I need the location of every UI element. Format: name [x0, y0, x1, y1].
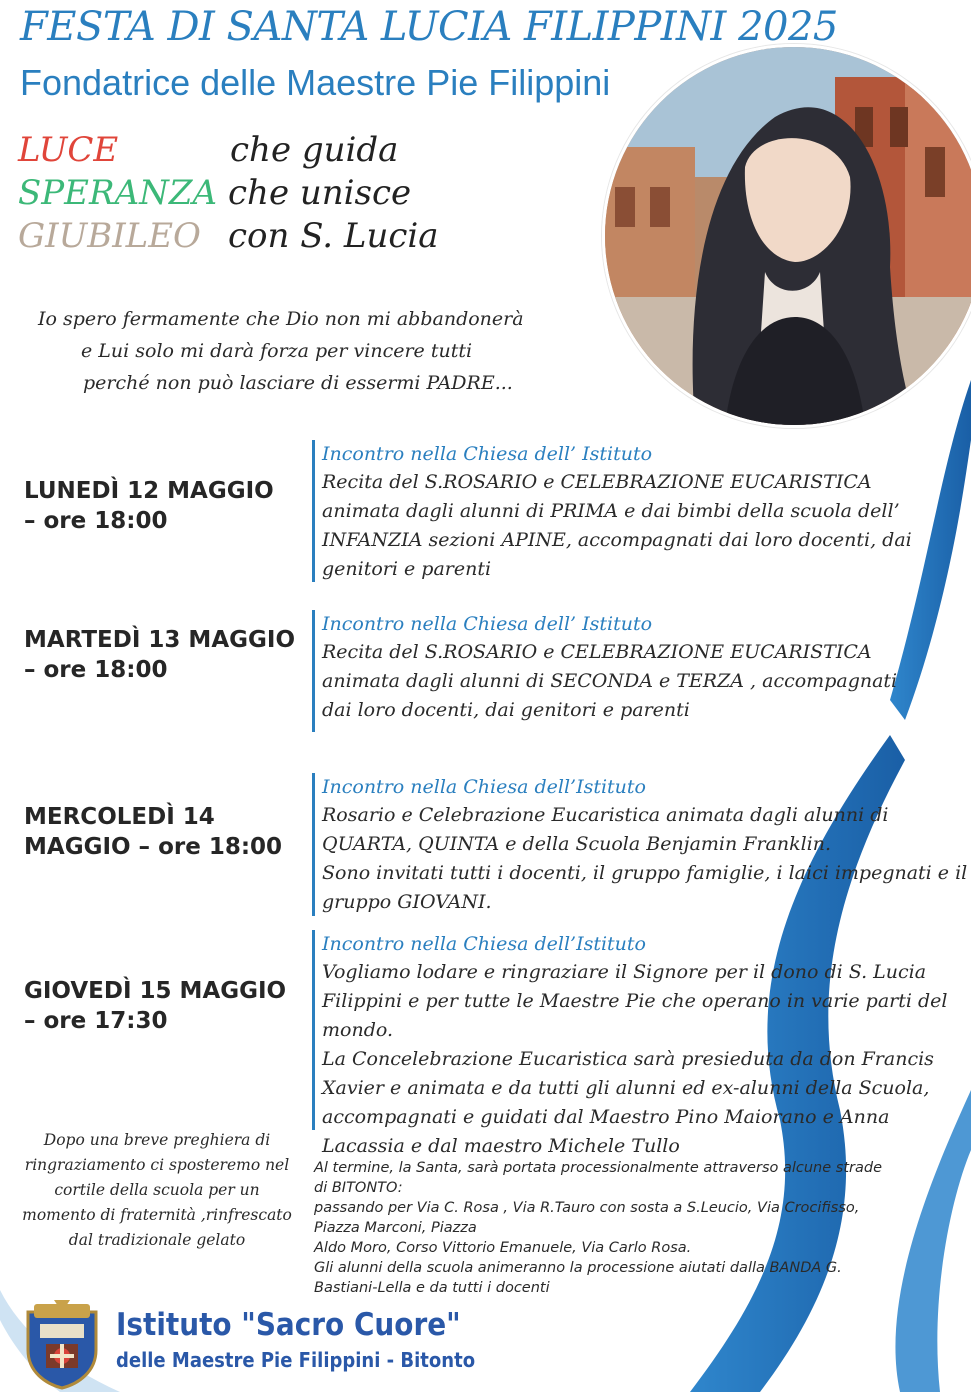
page-subtitle: Fondatrice delle Maestre Pie Filippini [20, 62, 611, 103]
institute-subtitle: delle Maestre Pie Filippini - Bitonto [116, 1348, 476, 1372]
page-title: FESTA DI SANTA LUCIA FILIPPINI 2025 [20, 4, 838, 50]
event-extra: Sono invitati tutti i docenti, il gruppo famiglie, i laici impegnati e il gruppo GIOVANI. [322, 862, 968, 913]
schedule-event-tuesday [312, 610, 912, 732]
day-time: MAGGIO – ore 18:00 [24, 834, 283, 860]
founder-quote [30, 303, 550, 399]
event-description: Recita del S.ROSARIO e CELEBRAZIONE EUCARISTICA animata dagli alunni di SECONDA e TERZA , accompagnati dai loro docenti, dai genitori e parenti [322, 641, 898, 721]
day-time: – ore 18:00 [24, 508, 168, 534]
motto-phrase-luce: che guida [230, 130, 399, 170]
day-date: LUNEDÌ 12 MAGGIO [24, 478, 274, 504]
event-extra: La Concelebrazione Eucaristica sarà presieduta da don Francis Xavier e animata e da tutti gli alunni ed ex-alunni della Scuola, accompagnati e guidati dal Maestro Pino Maiorano e Anna Lacassia e dal maestro Michele Tullo [322, 1048, 934, 1157]
school-crest-icon [20, 1298, 104, 1390]
quote-line: Io spero fermamente che Dio non mi abbandonerà [38, 308, 524, 330]
event-place: Incontro nella Chiesa dell’Istituto [322, 776, 646, 798]
saint-portrait [602, 44, 971, 428]
event-description: Rosario e Celebrazione Eucaristica animata dagli alunni di QUARTA, QUINTA e della Scuola Benjamin Franklin. [322, 804, 889, 855]
procession-line: passando per Via C. Rosa , Via R.Tauro con sosta a S.Leucio, Via Crocifisso, [314, 1200, 860, 1216]
day-date: MERCOLEDÌ 14 [24, 804, 215, 830]
motto-phrase-speranza: che unisce [228, 173, 412, 213]
procession-line: Al termine, la Santa, sarà portata processionalmente attraverso alcune strade [314, 1160, 882, 1176]
schedule-event-wednesday [312, 773, 971, 916]
procession-line: di BITONTO: [314, 1180, 403, 1196]
procession-line: Piazza Marconi, Piazza [314, 1220, 477, 1236]
day-time: – ore 18:00 [24, 657, 168, 683]
quote-line: perché non può lasciare di essermi PADRE... [83, 372, 513, 394]
schedule-day-monday [24, 476, 309, 536]
closing-note-gathering: Dopo una breve preghiera di ringraziamento ci sposteremo nel cortile della scuola per un momento di fraternità ,rinfrescato dal tradizionale gelato [22, 1131, 292, 1249]
schedule-event-monday [312, 440, 912, 582]
event-place: Incontro nella Chiesa dell’ Istituto [322, 443, 653, 465]
procession-line: Bastiani-Lella e da tutti i docenti [314, 1280, 550, 1296]
event-place: Incontro nella Chiesa dell’Istituto [322, 933, 646, 955]
motto-phrase-giubileo: con S. Lucia [228, 216, 439, 256]
event-description: Recita del S.ROSARIO e CELEBRAZIONE EUCARISTICA animata dagli alunni di PRIMA e dai bimbi della scuola dell’ INFANZIA sezioni APINE, accompagnati dai loro docenti, dai genitori e parenti [322, 471, 912, 580]
schedule-day-wednesday [24, 802, 309, 862]
motto-word-speranza: SPERANZA [18, 173, 218, 213]
event-place: Incontro nella Chiesa dell’ Istituto [322, 613, 653, 635]
schedule-day-tuesday [24, 625, 309, 685]
day-time: – ore 17:30 [24, 1008, 168, 1034]
motto-word-luce: LUCE [18, 130, 119, 170]
procession-line: Aldo Moro, Corso Vittorio Emanuele, Via Carlo Rosa. [314, 1240, 692, 1256]
institute-name: Istituto "Sacro Cuore" [116, 1307, 461, 1343]
event-description: Vogliamo lodare e ringraziare il Signore per il dono di S. Lucia Filippini e per tutte le Maestre Pie che operano in varie parti del mondo. [322, 961, 948, 1041]
closing-note-procession [314, 1158, 969, 1298]
day-date: MARTEDÌ 13 MAGGIO [24, 627, 295, 653]
portrait-illustration-icon [605, 47, 971, 425]
procession-line: Gli alunni della scuola animeranno la processione aiutati dalla BANDA G. [314, 1260, 842, 1276]
quote-line: e Lui solo mi darà forza per vincere tutti [81, 340, 473, 362]
day-date: GIOVEDÌ 15 MAGGIO [24, 978, 287, 1004]
motto-word-giubileo: GIUBILEO [18, 216, 201, 256]
schedule-event-thursday [312, 930, 971, 1157]
schedule-day-thursday [24, 976, 309, 1036]
